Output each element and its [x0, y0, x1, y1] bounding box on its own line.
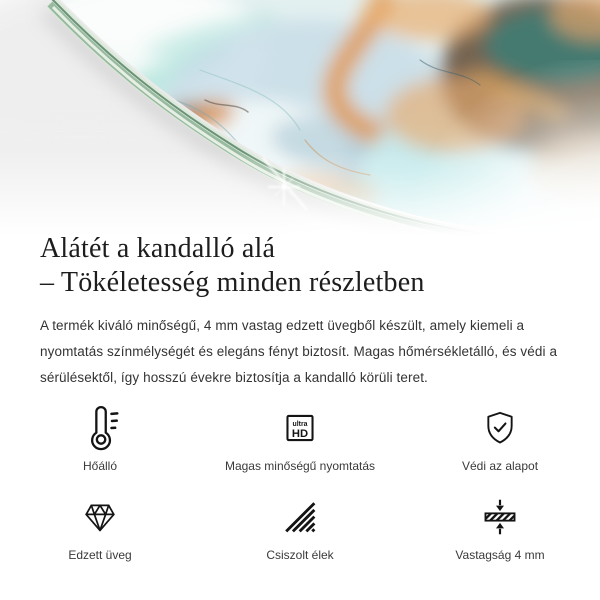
feature-label: Vastagság 4 mm — [455, 548, 545, 562]
ultra-hd-text-bottom: HD — [291, 428, 309, 441]
feature-item-3 — [0, 494, 200, 563]
feature-label: Védi az alapot — [461, 459, 539, 473]
feature-item-0 — [0, 405, 200, 474]
diamond-icon — [81, 498, 119, 536]
feature-icon-box — [81, 494, 119, 540]
features-grid — [0, 405, 600, 563]
description-section — [0, 232, 600, 391]
feature-item-1 — [200, 405, 400, 474]
feature-label: Hőálló — [82, 459, 118, 473]
product-description: A termék kiváló minőségű, 4 mm vastag edzett üvegből készült, amely kiemeli a nyomtatás színmélységét és elegáns fényt biztosít. Magas hőmérsékletálló, és védi a sérülésektől, így hosszú évekre biztosítja a kandalló körüli teret. — [40, 318, 558, 385]
glass-mat-photo — [0, 0, 600, 250]
polished-edge-icon — [282, 499, 319, 536]
title-line-1: Alátét a kandalló alá — [40, 233, 276, 264]
feature-item-2 — [400, 405, 600, 474]
feature-icon-box — [282, 494, 319, 540]
shield-check-icon — [481, 409, 519, 447]
feature-item-5 — [400, 494, 600, 563]
feature-icon-box — [77, 405, 123, 451]
page-title — [40, 232, 560, 300]
title-line-2: – Tökéletesség minden részletben — [40, 267, 425, 298]
ultra-hd-icon — [281, 409, 319, 447]
feature-label: Csiszolt élek — [266, 548, 334, 562]
thickness-icon — [480, 497, 520, 537]
feature-label: Magas minőségű nyomtatás — [224, 459, 376, 473]
product-image — [0, 0, 600, 250]
ultra-hd-text-top: ultra — [292, 420, 308, 428]
thermometer-icon — [77, 405, 123, 451]
feature-icon-box — [281, 405, 319, 451]
feature-label: Edzett üveg — [68, 548, 132, 562]
feature-icon-box — [481, 405, 519, 451]
feature-item-4 — [200, 494, 400, 563]
feature-icon-box — [480, 494, 520, 540]
